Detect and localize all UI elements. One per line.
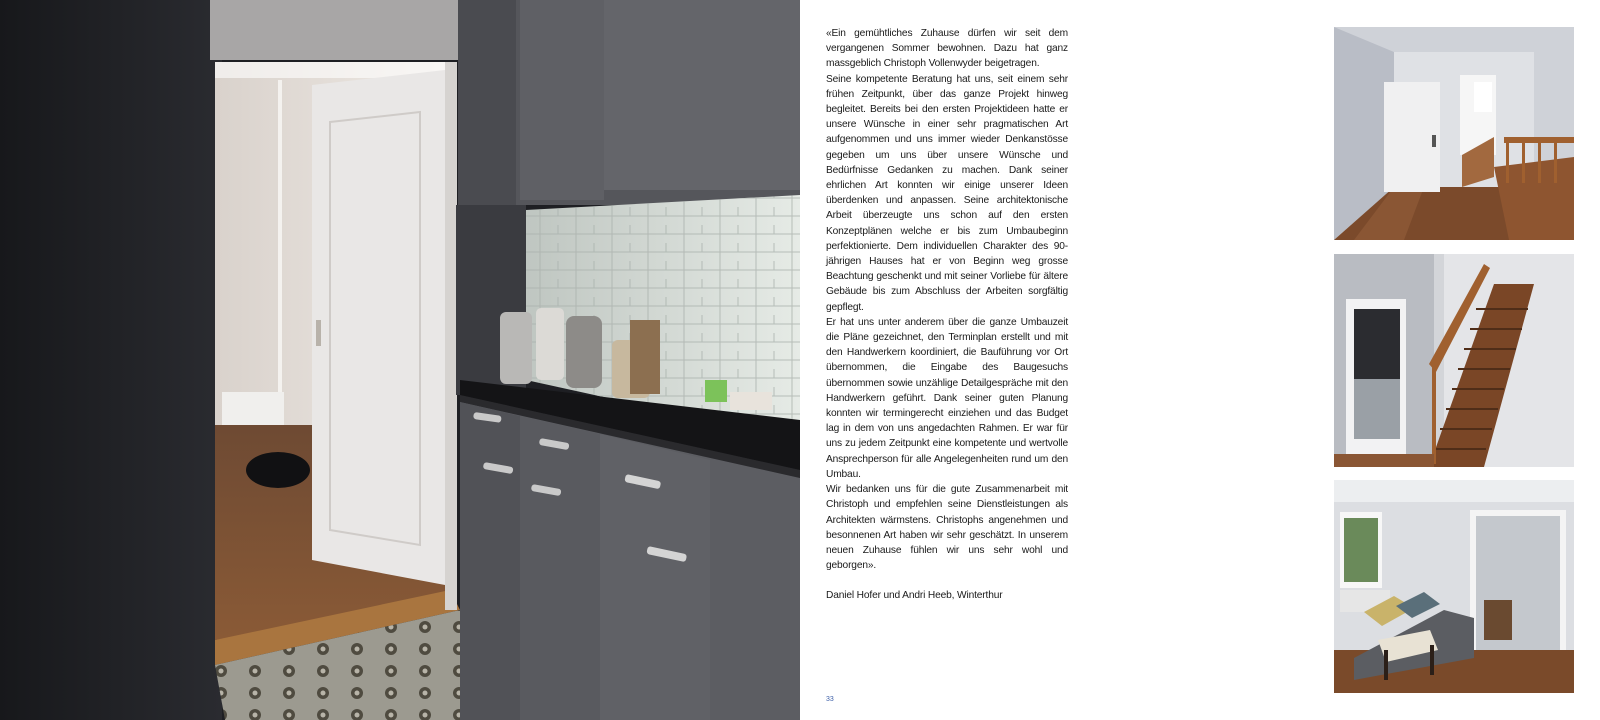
right-page: [800, 0, 1600, 720]
testimonial-text: [826, 26, 1068, 604]
paragraph-1: «Ein gemühtliches Zuhause dürfen wir seit dem vergangenen Sommer bewohnen. Dazu hat ganz massgeblich Christoph Vollenwyder beigetragen.: [826, 28, 1068, 70]
paragraph-4: Wir bedanken uns für die gute Zusammenarbeit mit Christoph und empfehlen seine Dienstleistungen als Architekten wärmstens. Christophs angenehmen und besonnenen Art haben wir sehr geschätzt. In unserem neuen Zuhause fühlen wir uns sehr wohl und geborgen».: [826, 484, 1068, 572]
hallway-stairs-photo: [1334, 27, 1574, 240]
staircase-photo: [1334, 254, 1574, 467]
page-number: 33: [826, 696, 834, 703]
signature: Daniel Hofer und Andri Heeb, Winterthur: [826, 590, 1003, 602]
paragraph-2: Seine kompetente Beratung hat uns, seit einem sehr frühen Zeitpunkt, über das ganze Projekt hinweg begleitet. Bereits bei den ersten Projektideen hatte er unsere Wünsche in einer sehr pragmatischen Art aufgenommen und uns immer wieder Denkanstösse gegeben um uns über unsere Wünsche und Bedürfnisse Gedanken zu machen. Dank seiner ehrlichen Art konnten wir einige unserer Ideen überdenken und anpassen. Seine architektonische Arbeit überzeugte uns schon auf den ersten Konzeptplänen welche er bis zum Umbaubeginn perfektionierte. Dem individuellen Charakter des 90-jährigen Hauses hat er von Beginn weg grosse Beachtung geschenkt und mit seiner Vorliebe für ältere Gebäude bis zum Abschluss der Arbeiten sorgfältig gepflegt.: [826, 73, 1068, 313]
paragraph-3: Er hat uns unter anderem über die ganze Umbauzeit die Pläne gezeichnet, den Terminplan erstellt und mit den Handwerkern koordiniert, die Bauführung vor Ort übernommen, die Eingabe des Baugesuchs übernommen sowie unzählige Detailgespräche mit den Handwerkern geführt. Dank seiner guten Planung konnten wir termingerecht einziehen und das Budget lag in dem von uns angedachten Rahmen. Er war für uns zu jedem Zeitpunkt eine kompetente und wertvolle Ansprechperson für alle Angelegenheiten rund um den Umbau.: [826, 316, 1068, 480]
living-room-photo: [1334, 480, 1574, 693]
